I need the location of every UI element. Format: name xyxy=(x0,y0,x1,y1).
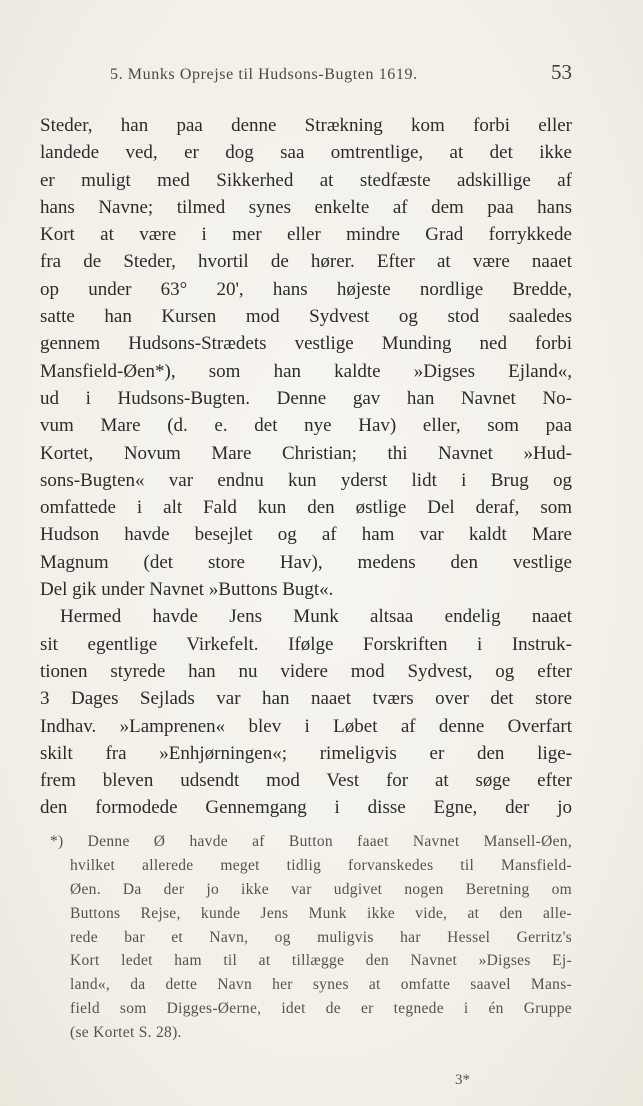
footnote-line: *) Denne Ø havde af Button faaet Navnet Mansell-Øen, xyxy=(50,833,572,850)
text-line: vum Mare (d. e. det nye Hav) eller, som paa xyxy=(40,415,572,437)
footnote-line: Øen. Da der jo ikke var udgivet nogen Beretning om xyxy=(70,880,572,898)
text-line: frem bleven udsendt mod Vest for at søge efter xyxy=(40,770,572,792)
text-line: satte han Kursen mod Sydvest og stod saaledes xyxy=(40,306,572,328)
text-line: sons-Bugten« var endnu kun yderst lidt i Brug og xyxy=(40,469,572,491)
text-line: ud i Hudsons-Bugten. Denne gav han Navnet No- xyxy=(40,387,572,409)
text-line: 3 Dages Sejlads var han naaet tværs over det store xyxy=(40,688,572,710)
text-line: Indhav. »Lamprenen« blev i Løbet af denne Overfart xyxy=(40,715,572,737)
footnote-line: field som Digges-Øerne, idet de er tegnede i én Gruppe xyxy=(70,1000,572,1018)
text-line: Magnum (det store Hav), medens den vestlige xyxy=(40,551,572,573)
text-line: gennem Hudsons-Strædets vestlige Munding ned forbi xyxy=(40,333,572,355)
text-line: op under 63° 20', hans højeste nordlige Bredde, xyxy=(40,278,572,300)
text-line: Hudson havde besejlet og af ham var kaldt Mare xyxy=(40,524,572,546)
text-line: er muligt med Sikkerhed at stedfæste adskillige af xyxy=(40,169,572,191)
footnote-line: hvilket allerede meget tidlig forvanskedes til Mansfield- xyxy=(70,856,572,874)
text-line: Steder, han paa denne Strækning kom forbi eller xyxy=(40,115,572,136)
footnote-line: rede bar et Navn, og muligvis har Hessel Gerritz's xyxy=(70,928,572,946)
footnote-line: land«, da dette Navn her synes at omfatte saavel Mans- xyxy=(70,976,572,994)
text-line: sit egentlige Virkefelt. Ifølge Forskriften i Instruk- xyxy=(40,633,572,655)
text-line: Mansfield-Øen*), som han kaldte »Digses Ejland«, xyxy=(40,360,572,382)
page-header xyxy=(40,60,572,90)
text-line: Hermed havde Jens Munk altsaa endelig naaet xyxy=(60,606,572,628)
text-line: landede ved, er dog saa omtrentlige, at det ikke xyxy=(40,142,572,164)
page-number: 53 xyxy=(551,60,572,84)
text-line: den formodede Gennemgang i disse Egne, der jo xyxy=(40,797,572,819)
footnote-line: Kort ledet ham til at tillægge den Navnet »Digses Ej- xyxy=(70,952,572,970)
text-line: skilt fra »Enhjørningen«; rimeligvis er den lige- xyxy=(40,742,572,764)
footnote xyxy=(50,830,572,1045)
footnote-line: (se Kortet S. 28). xyxy=(70,1024,182,1042)
text-line: fra de Steder, hvortil de hører. Efter at være naaet xyxy=(40,251,572,273)
text-line: omfattede i alt Fald kun den østlige Del deraf, som xyxy=(40,497,572,519)
running-head: 5. Munks Oprejse til Hudsons-Bugten 1619. xyxy=(110,66,418,83)
text-line: Del gik under Navnet »Buttons Bugt«. xyxy=(40,579,334,601)
text-line: hans Navne; tilmed synes enkelte af dem paa hans xyxy=(40,196,572,218)
text-line: tionen styrede han nu videre mod Sydvest, og efter xyxy=(40,660,572,682)
footnote-line: Buttons Rejse, kunde Jens Munk ikke vide, at den alle- xyxy=(70,904,572,922)
text-line: Kort at være i mer eller mindre Grad forrykkede xyxy=(40,224,572,246)
printer-signature: 3* xyxy=(455,1072,470,1088)
text-line: Kortet, Novum Mare Christian; thi Navnet »Hud- xyxy=(40,442,572,464)
main-text xyxy=(40,112,572,822)
